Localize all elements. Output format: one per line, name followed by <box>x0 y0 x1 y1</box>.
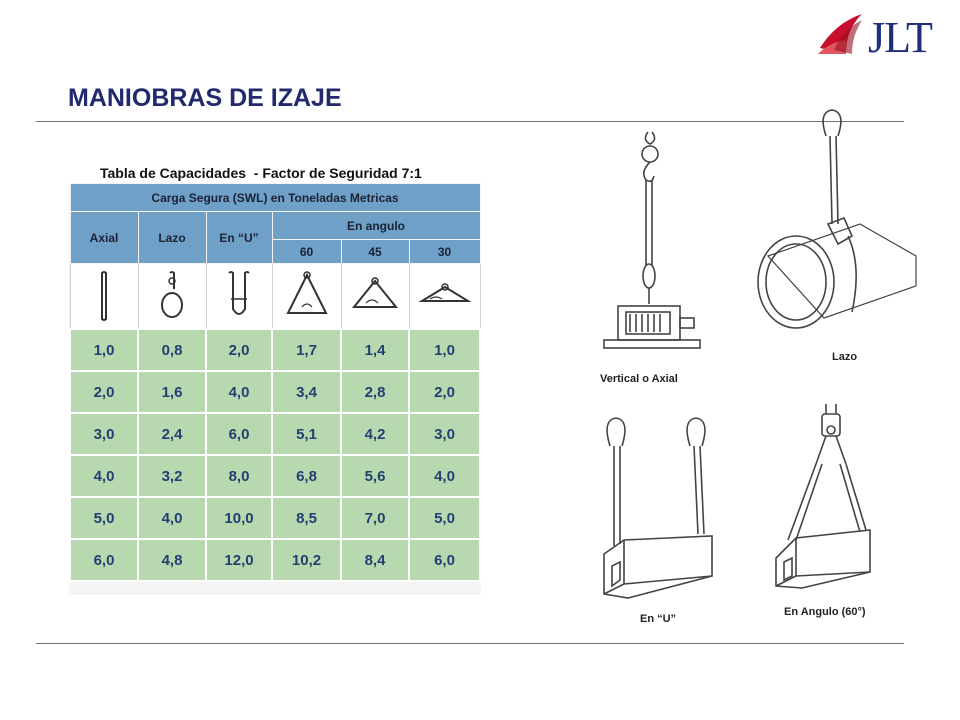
col-header-60: 60 <box>272 240 341 264</box>
u-sling-icon <box>221 269 257 323</box>
vertical-axial-illustration <box>590 128 710 368</box>
cell: 3,4 <box>272 371 341 413</box>
cell: 8,0 <box>206 455 272 497</box>
lazo-illustration <box>748 106 918 346</box>
bottom-divider <box>36 643 904 644</box>
col-header-lazo: Lazo <box>138 212 206 264</box>
cell: 6,0 <box>70 539 138 581</box>
cell: 1,4 <box>341 329 409 371</box>
cell: 4,0 <box>206 371 272 413</box>
cell: 1,0 <box>409 329 480 371</box>
capacity-table-panel <box>69 183 481 595</box>
col-header-30: 30 <box>409 240 480 264</box>
col-header-axial: Axial <box>70 212 138 264</box>
col-header-angle-group: En angulo <box>272 212 480 240</box>
cell: 10,0 <box>206 497 272 539</box>
en-u-illustration <box>594 416 724 612</box>
angle-30-sling-icon <box>418 269 472 323</box>
cell: 5,0 <box>70 497 138 539</box>
table-row <box>70 497 480 539</box>
cell: 6,8 <box>272 455 341 497</box>
cell: 8,4 <box>341 539 409 581</box>
jlt-sail-icon <box>816 10 868 60</box>
cell: 2,4 <box>138 413 206 455</box>
caption-en-u: En “U” <box>640 613 677 625</box>
table-row <box>70 329 480 371</box>
cell: 3,0 <box>70 413 138 455</box>
cell: 2,0 <box>409 371 480 413</box>
cell: 3,2 <box>138 455 206 497</box>
cell: 6,0 <box>409 539 480 581</box>
cell: 2,8 <box>341 371 409 413</box>
cell: 4,0 <box>138 497 206 539</box>
cell: 5,1 <box>272 413 341 455</box>
cell: 0,8 <box>138 329 206 371</box>
cell: 2,0 <box>206 329 272 371</box>
table-row <box>70 413 480 455</box>
cell: 12,0 <box>206 539 272 581</box>
axial-sling-icon <box>89 269 119 323</box>
cell: 4,0 <box>409 455 480 497</box>
angle-60-sling-icon <box>282 269 332 323</box>
cell: 1,7 <box>272 329 341 371</box>
en-angulo-illustration <box>766 400 896 600</box>
cell: 5,6 <box>341 455 409 497</box>
table-title: Tabla de Capacidades - Factor de Seguridad 7:1 <box>100 165 422 181</box>
cell: 1,6 <box>138 371 206 413</box>
table-row <box>70 455 480 497</box>
capacity-table <box>69 183 481 582</box>
table-main-header: Carga Segura (SWL) en Toneladas Metricas <box>70 184 480 212</box>
caption-lazo: Lazo <box>832 351 858 363</box>
page-title: MANIOBRAS DE IZAJE <box>68 84 342 112</box>
cell: 4,0 <box>70 455 138 497</box>
logo-text: JLT <box>868 13 932 62</box>
col-header-en-u: En “U” <box>206 212 272 264</box>
cell: 1,0 <box>70 329 138 371</box>
angle-45-sling-icon <box>350 269 400 323</box>
cell: 7,0 <box>341 497 409 539</box>
cell: 2,0 <box>70 371 138 413</box>
cell: 6,0 <box>206 413 272 455</box>
table-row <box>70 371 480 413</box>
jlt-logo <box>816 10 956 66</box>
caption-en-angulo: En Angulo (60°) <box>784 606 866 618</box>
cell: 4,2 <box>341 413 409 455</box>
cell: 5,0 <box>409 497 480 539</box>
cell: 10,2 <box>272 539 341 581</box>
table-row <box>70 539 480 581</box>
cell: 4,8 <box>138 539 206 581</box>
col-header-45: 45 <box>341 240 409 264</box>
sling-symbol-row <box>70 264 480 330</box>
cell: 3,0 <box>409 413 480 455</box>
lazo-sling-icon <box>154 269 190 323</box>
caption-vertical-axial: Vertical o Axial <box>600 373 678 385</box>
cell: 8,5 <box>272 497 341 539</box>
